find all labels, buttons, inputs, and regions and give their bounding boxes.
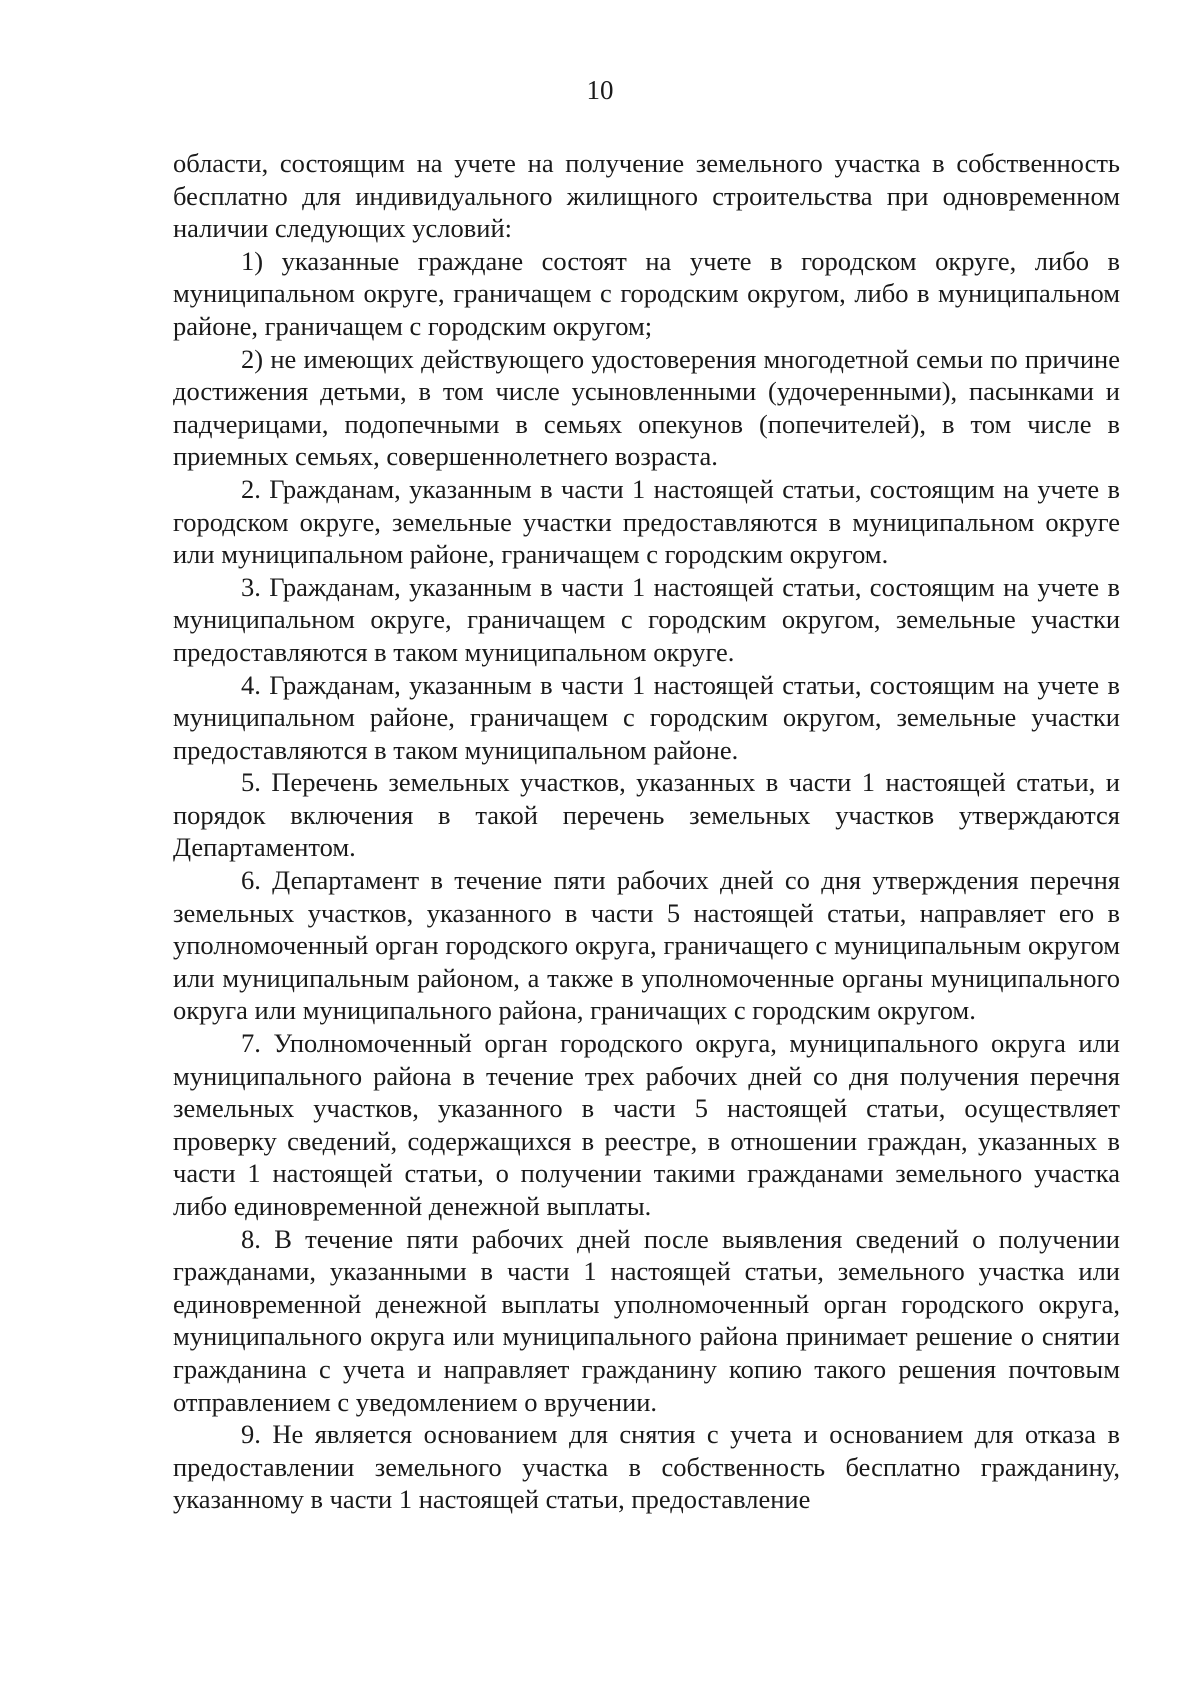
document-body — [173, 147, 1120, 1516]
paragraph-part-7: 7. Уполномоченный орган городского округа, муниципального округа или муниципального района в течение трех рабочих дней со дня получения перечня земельных участков, указанного в части 5 настоящей статьи, осуществляет проверку сведений, содержащихся в реестре, в отношении граждан, указанных в части 1 настоящей статьи, о получении такими гражданами земельного участка либо единовременной денежной выплаты. — [173, 1028, 1120, 1221]
paragraph-condition-2: 2) не имеющих действующего удостоверения многодетной семьи по причине достижения детьми, в том числе усыновленными (удочеренными), пасынками и падчерицами, подопечными в семьях опекунов (попечителей), в том числе в приемных семьях, совершеннолетнего возраста. — [173, 343, 1120, 472]
paragraph-part-4: 4. Гражданам, указанным в части 1 настоящей статьи, состоящим на учете в муниципальном районе, граничащем с городским округом, земельные участки предоставляются в таком муниципальном районе. — [173, 669, 1120, 765]
paragraph-part-5: 5. Перечень земельных участков, указанных в части 1 настоящей статьи, и порядок включения в такой перечень земельных участков утверждаются Департаментом. — [173, 767, 1120, 863]
paragraph-part-8: 8. В течение пяти рабочих дней после выявления сведений о получении гражданами, указанными в части 1 настоящей статьи, земельного участка или единовременной денежной выплаты уполномоченный орган городского округа, муниципального округа или муниципального района принимает решение о снятии гражданина с учета и направляет гражданину копию такого решения почтовым отправлением с уведомлением о вручении. — [173, 1223, 1120, 1417]
paragraph-part-6: 6. Департамент в течение пяти рабочих дней со дня утверждения перечня земельных участков, указанного в части 5 настоящей статьи, направляет его в уполномоченный орган городского округа, граничащего с муниципальным округом или муниципальным районом, а также в уполномоченные органы муниципального округа или муниципального района, граничащих с городским округом. — [173, 865, 1120, 1026]
paragraph-condition-1: 1) указанные граждане состоят на учете в городском округе, либо в муниципальном округе, граничащем с городским округом, либо в муниципальном районе, граничащем с городским округом; — [173, 245, 1120, 341]
paragraph-part-9: 9. Не является основанием для снятия с учета и основанием для отказа в предоставлении земельного участка в собственность бесплатно гражданину, указанному в части 1 настоящей статьи, предоставление — [173, 1419, 1120, 1515]
paragraph-part-2: 2. Гражданам, указанным в части 1 настоящей статьи, состоящим на учете в городском округе, земельные участки предоставляются в муниципальном округе или муниципальном районе, граничащем с городским округом. — [173, 473, 1120, 570]
page-number: 10 — [586, 75, 614, 105]
paragraph-part-3: 3. Гражданам, указанным в части 1 настоящей статьи, состоящим на учете в муниципальном округе, граничащем с городским округом, земельные участки предоставляются в таком муниципальном округе. — [173, 571, 1120, 667]
paragraph-continuation: области, состоящим на учете на получение земельного участка в собственность бесплатно для индивидуального жилищного строительства при одновременном наличии следующих условий: — [173, 148, 1120, 244]
